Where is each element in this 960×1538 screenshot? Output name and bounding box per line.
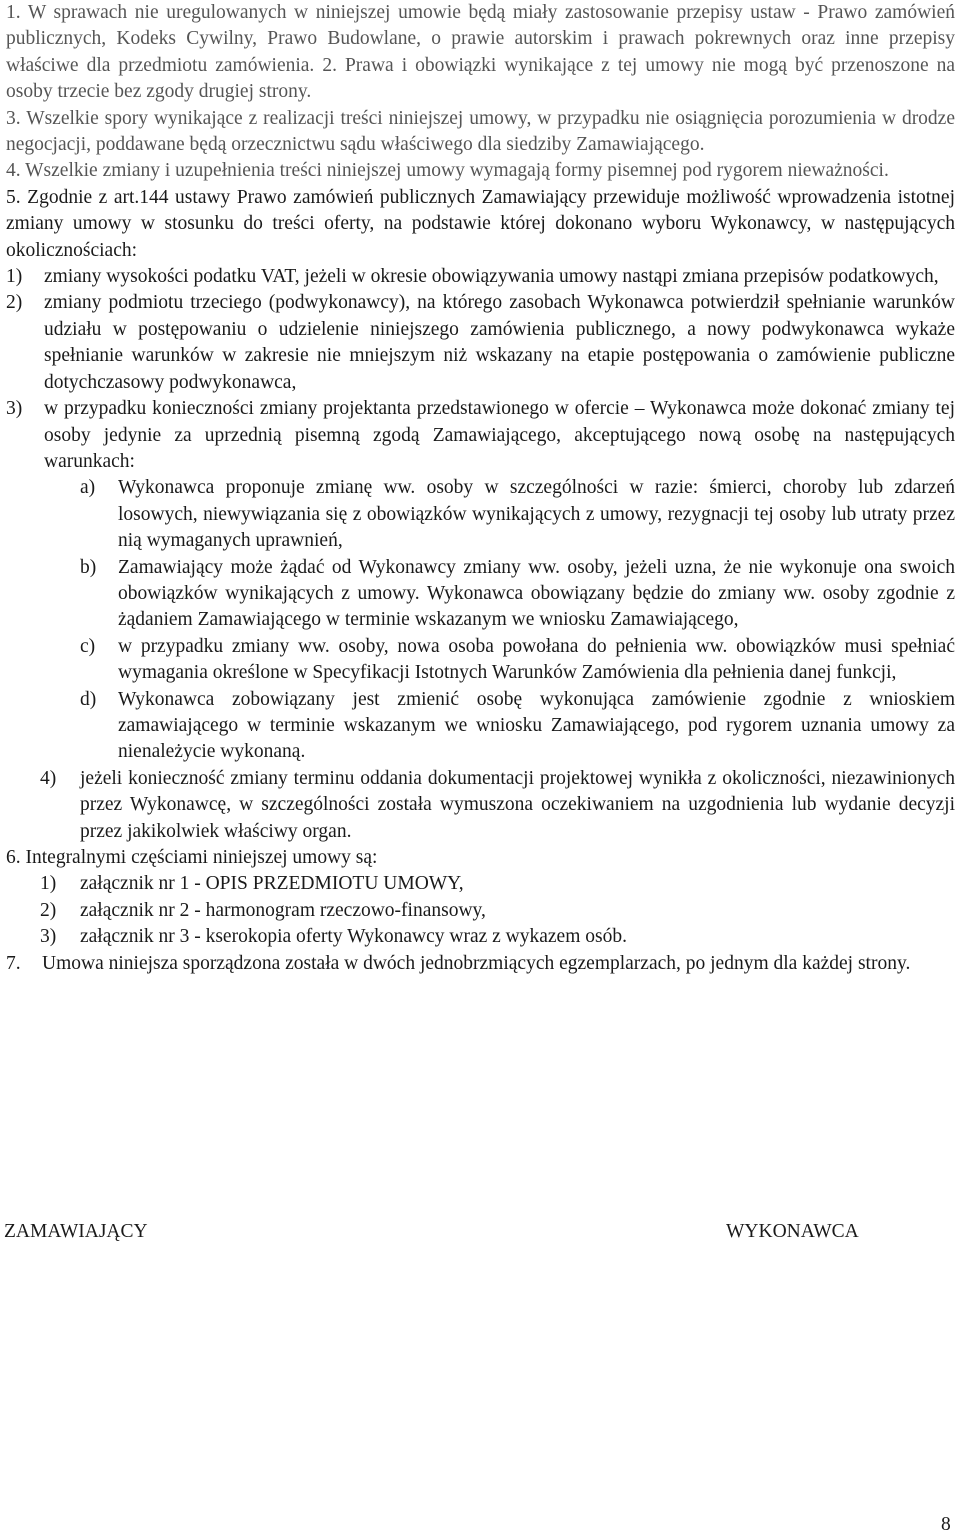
subpoint-letter: b) — [80, 556, 97, 578]
subpoint-letter: d) — [80, 688, 97, 710]
document-body — [6, 0, 955, 977]
page-number: 8 — [941, 1514, 951, 1535]
point-number: 2) — [6, 292, 23, 314]
clause-5-subpoint-b — [6, 555, 955, 634]
point-number: 2) — [40, 899, 57, 921]
point-text: załącznik nr 3 - kserokopia oferty Wykonawcy wraz z wykazem osób. — [80, 926, 627, 948]
clause-2-text: Prawa i obowiązki wynikające z tej umowy nie mogą być przenoszone na osoby trzecie bez zgody drugiej strony. — [6, 54, 956, 103]
clause-6-point-2 — [6, 898, 955, 924]
clause-5-point-4 — [6, 766, 955, 845]
subpoint-letter: a) — [80, 477, 96, 499]
clause-5 — [6, 185, 955, 264]
clause-4-text: Wszelkie zmiany i uzupełnienia treści niniejszej umowy wymagają formy pisemnej pod rygorem nieważności. — [25, 160, 889, 182]
clause-5-subpoint-c — [6, 634, 955, 687]
clause-1-text: W sprawach nie uregulowanych w niniejszej umowie będą miały zastosowanie przepisy ustaw - Prawo zamówień publicznych, Kodeks Cywilny, Prawo Budowlane, o prawie autorskim i prawach pokrewnych oraz inne przepisy właściwe dla przedmiotu zamówienia. — [6, 2, 955, 76]
point-text: w przypadku konieczności zmiany projektanta przedstawionego w ofercie – Wykonawca może dokonać zmiany tej osoby jedynie za uprzednią pisemną zgodą Zamawiającego, akceptującego nową osobę na następujących warunkach: — [44, 398, 955, 472]
point-number: 3) — [40, 926, 57, 948]
clause-7-number: 7. — [6, 952, 31, 974]
signature-wykonawca: WYKONAWCA — [726, 1221, 859, 1242]
clause-5-point-1 — [6, 264, 955, 290]
clause-7 — [6, 951, 955, 977]
clause-4-number: 4. — [6, 160, 26, 182]
clause-5-subpoint-a — [6, 475, 955, 554]
clause-6-number: 6. — [6, 847, 26, 868]
clause-3-number: 3. — [6, 107, 27, 129]
clause-5-point-3 — [6, 396, 955, 475]
signatures — [4, 1219, 904, 1249]
point-number: 1) — [40, 873, 57, 895]
point-number: 4) — [40, 767, 57, 789]
clause-1-number: 1. — [6, 2, 28, 23]
signature-zamawiajacy: ZAMAWIAJĄCY — [4, 1221, 148, 1242]
clause-2-number: 2. — [322, 54, 345, 76]
clause-6-point-1 — [6, 871, 955, 897]
point-number: 3) — [6, 398, 23, 420]
clause-5-subpoint-d — [6, 687, 955, 766]
subpoint-letter: c) — [80, 635, 96, 657]
point-text: załącznik nr 1 - OPIS PRZEDMIOTU UMOWY, — [80, 873, 464, 895]
subpoint-text: Wykonawca zobowiązany jest zmienić osobę wykonująca zamówienie zgodnie z wnioskiem zamawiającego w terminie wskazanym we wniosku Zamawiającego, pod rygorem uznania umowy za nienależycie wykonaną. — [118, 688, 955, 763]
clause-5-number: 5. — [6, 186, 28, 208]
clause-5-point-2 — [6, 290, 955, 396]
clause-3-text: Wszelkie spory wynikające z realizacji treści niniejszej umowy, w przypadku nie osiągnięcia porozumienia w drodze negocjacji, poddawane będą orzecznictwu sądu właściwego dla siedziby Zamawiającego. — [6, 107, 955, 156]
point-text: jeżeli konieczność zmiany terminu oddania dokumentacji projektowej wynikła z okoliczności, niezawinionych przez Wykonawcę, w szczególności została wymuszona oczekiwaniem na uzgodnienia lub wydanie decyzji przez jakikolwiek właściwy organ. — [80, 767, 955, 842]
point-text: załącznik nr 2 - harmonogram rzeczowo-finansowy, — [80, 899, 486, 921]
clause-5-intro: Zgodnie z art.144 ustawy Prawo zamówień publicznych Zamawiający przewiduje możliwość wprowadzenia istotnej zmiany umowy w stosunku do treści oferty, na podstawie której dokonano wyboru Wykonawcy, w następujących okolicznościach: — [6, 186, 956, 261]
clause-4 — [6, 158, 955, 184]
clause-6-point-3 — [6, 924, 955, 950]
clause-3 — [6, 106, 955, 159]
point-text: zmiany podmiotu trzeciego (podwykonawcy), na którego zasobach Wykonawca potwierdził spełnianie warunków udziału w postępowaniu o udzielenie niniejszego zamówienia publicznego, a nowy podwykonawca wykaże spełnianie warunków w zakresie nie mniejszym niż wskazany na etapie postępowania o zamówienie publiczne dotychczasowy podwykonawca, — [44, 292, 955, 393]
subpoint-text: w przypadku zmiany ww. osoby, nowa osoba powołana do pełnienia ww. obowiązków musi spełniać wymagania określone w Specyfikacji Istotnych Warunków Zamówienia dla pełnienia danej funkcji, — [118, 635, 955, 684]
clause-6 — [6, 845, 955, 871]
subpoint-text: Zamawiający może żądać od Wykonawcy zmiany ww. osoby, jeżeli uzna, że nie wykonuje ona swoich obowiązków wynikających z umowy. Wykonawca obowiązany będzie do zmiany ww. osoby zgodnie z żądaniem Zamawiającego w terminie wskazanym we wniosku Zamawiającego, — [118, 556, 955, 631]
subpoint-text: Wykonawca proponuje zmianę ww. osoby w szczególności w razie: śmierci, choroby lub zdarzeń losowych, niewywiązania się z obowiązków wynikających z umowy, rezygnacji tej osoby lub utraty przez nią wymaganych uprawnień, — [118, 477, 955, 552]
point-number: 1) — [6, 266, 23, 288]
clause-7-text: Umowa niniejsza sporządzona została w dwóch jednobrzmiących egzemplarzach, po jednym dla każdej strony. — [42, 952, 911, 974]
point-text: zmiany wysokości podatku VAT, jeżeli w okresie obowiązywania umowy nastąpi zmiana przepisów podatkowych, — [44, 266, 939, 288]
clause-1-2 — [6, 0, 955, 106]
clause-6-intro: Integralnymi częściami niniejszej umowy są: — [25, 847, 378, 868]
